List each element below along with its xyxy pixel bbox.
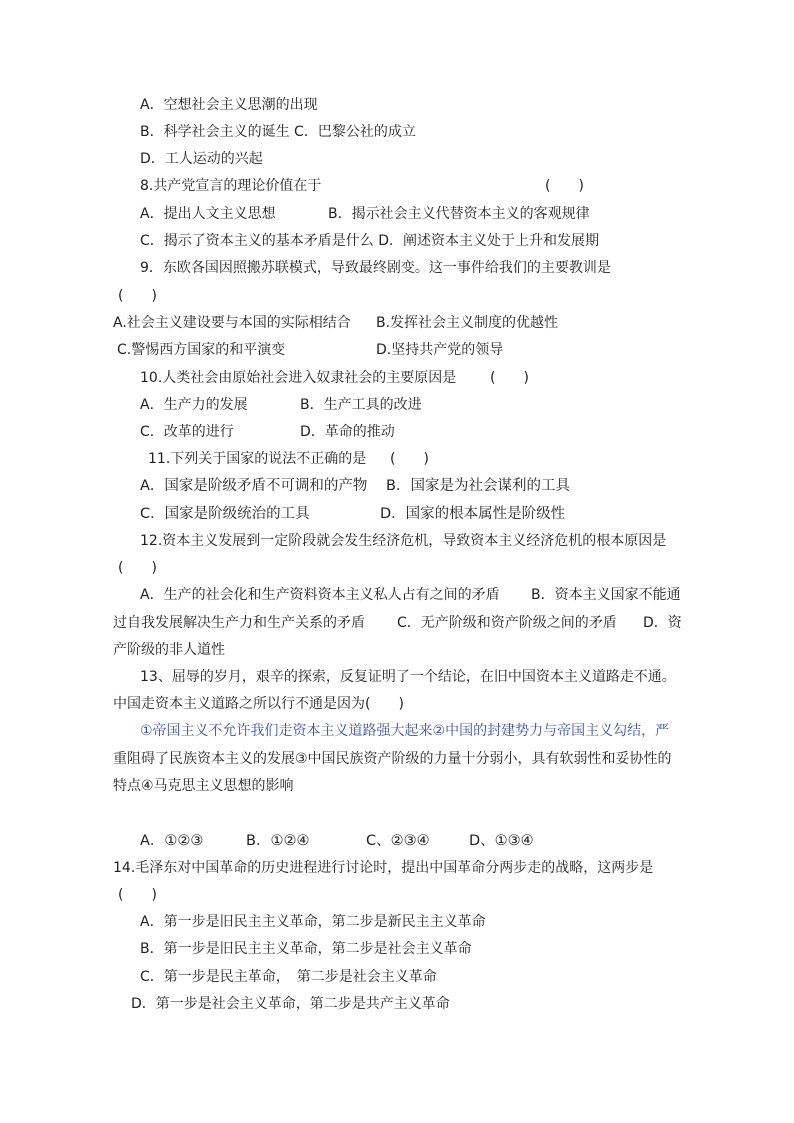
q9-option-b: B.发挥社会主义制度的优越性 [376,315,559,331]
q13-option-d: D、①③④ [469,833,534,849]
q10-option-a: A．生产力的发展 [140,397,248,413]
q10-option-d: D．革命的推动 [300,424,395,440]
q13-stem-line-2: 中国走资本主义道路之所以行不通是因为( ) [113,696,404,712]
q12-option-d-start: D．资 [643,615,682,631]
q11-stem: 11.下列关于国家的说法不正确的是 [148,451,367,467]
q11-option-a: A．国家是阶级矛盾不可调和的产物 [140,478,368,494]
q14-option-d: D．第一步是社会主义革命，第二步是共产主义革命 [131,996,450,1012]
q14-option-c: C．第一步是民主革命， 第二步是社会主义革命 [140,969,437,985]
q13-stem-line-1: 13、屈辱的岁月，艰辛的探索，反复证明了一个结论，在旧中国资本主义道路走不通。 [140,669,676,685]
q11-option-b: B．国家是为社会谋利的工具 [386,478,570,494]
q13-statements-line-3: 特点④马克思主义思想的影响 [113,778,294,794]
q12-option-b-start: B．资本主义国家不能通 [531,587,681,603]
q9-option-c: C.警惕西方国家的和平演变 [117,342,286,358]
q12-option-d-end: 产阶级的非人道性 [113,642,225,658]
q8-stem: 8.共产党宣言的理论价值在于 [140,178,322,194]
q10-answer-blank: ( ) [490,370,529,386]
q12-option-a: A．生产的社会化和生产资料资本主义私人占有之间的矛盾 [140,587,500,603]
q8-option-a: A．提出人文主义思想 [140,206,276,222]
q11-option-d: D．国家的根本属性是阶级性 [380,506,566,522]
q6-option-a: A．空想社会主义思潮的出现 [140,97,318,113]
q14-answer-blank: ( ) [118,887,157,903]
q13-statements-line-2: 重阻碍了民族资本主义的发展③中国民族资产阶级的力量十分弱小，具有软弱性和妥协性的 [113,751,672,767]
q10-option-b: B．生产工具的改进 [300,397,422,413]
q10-stem: 10.人类社会由原始社会进入奴隶社会的主要原因是 [140,370,457,386]
q13-statements-line-1: ①帝国主义不允许我们走资本主义道路强大起来②中国的封建势力与帝国主义勾结，严 [140,723,670,739]
q8-option-cd: C．揭示了资本主义的基本矛盾是什么 D．阐述资本主义处于上升和发展期 [140,233,600,249]
q13-option-a: A．①②③ [140,833,204,849]
q11-option-c: C．国家是阶级统治的工具 [140,506,310,522]
q10-option-c: C．改革的进行 [140,424,234,440]
q14-stem: 14.毛泽东对中国革命的历史进程进行讨论时，提出中国革命分两步走的战略，这两步是 [113,860,654,876]
q12-stem: 12.资本主义发展到一定阶段就会发生经济危机，导致资本主义经济危机的根本原因是 [140,533,667,549]
q6-option-bc: B．科学社会主义的诞生 C．巴黎公社的成立 [140,124,416,140]
q12-answer-blank: ( ) [118,560,157,576]
q6-option-d: D．工人运动的兴起 [140,151,263,167]
q12-option-b-end: 过自我发展解决生产力和生产关系的矛盾 [113,615,365,631]
q14-option-b: B．第一步是旧民主主义革命，第二步是社会主义革命 [140,941,472,957]
q8-option-b: B．揭示社会主义代替资本主义的客观规律 [328,206,590,222]
q13-option-b: B．①②④ [246,833,310,849]
q9-option-a: A.社会主义建设要与本国的实际相结合 [113,315,351,331]
q14-option-a: A．第一步是旧民主主义革命，第二步是新民主主义革命 [140,914,486,930]
q9-stem: 9．东欧各国因照搬苏联模式，导致最终剧变。这一事件给我们的主要教训是 [140,260,611,276]
q9-option-d: D.坚持共产党的领导 [376,342,504,358]
q12-option-c: C．无产阶级和资产阶级之间的矛盾 [397,615,617,631]
q11-answer-blank: ( ) [390,451,429,467]
q13-option-c: C、②③④ [366,833,430,849]
q8-answer-blank: ( ) [545,178,584,194]
q9-answer-blank: ( ) [118,288,157,304]
